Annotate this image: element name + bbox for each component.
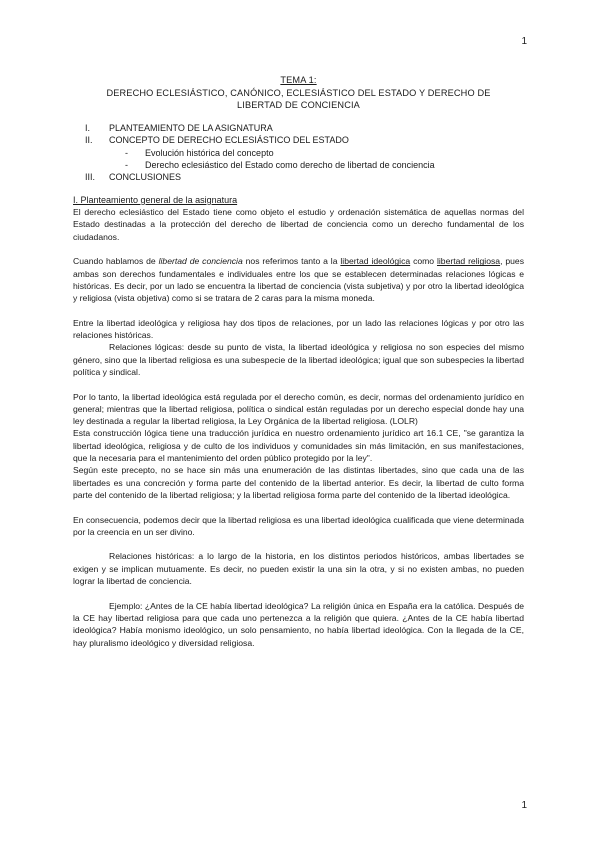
title-line-3: LIBERTAD DE CONCIENCIA	[237, 100, 360, 111]
underlined-term: libertad religiosa	[436, 256, 501, 267]
toc-dash: -	[125, 160, 128, 170]
toc-item	[73, 122, 524, 134]
toc-subitem	[73, 159, 524, 171]
document-title	[73, 74, 524, 112]
paragraph: Ejemplo: ¿Antes de la CE había libertad ideológica? La religión única en España era la católica. Después de la CE hay libertad religiosa para que cada uno pertenezca a la religión que quiera. ¿Antes de la CE había libertad ideológica? Había monismo ideológico, un solo pensamiento, no había libertad ideológica. Con la llegada de la CE, hay pluralismo ideológico y diversidad religiosa.	[73, 600, 524, 648]
page-number-top: 1	[521, 36, 527, 47]
text-run: Cuando hablamos de	[73, 256, 159, 267]
toc-item	[73, 134, 524, 146]
toc-label: CONCEPTO DE DERECHO ECLESIÁSTICO DEL ESTADO	[109, 135, 349, 146]
text-run: como	[410, 256, 437, 267]
toc-label: Evolución histórica del concepto	[145, 147, 274, 158]
text-run: nos referimos tanto a la	[242, 256, 341, 267]
paragraph: En consecuencia, podemos decir que la libertad religiosa es una libertad ideológica cualificada que viene determinada por la creencia en un ser divino.	[73, 514, 524, 537]
paragraph: Esta construcción lógica tiene una traducción jurídica en nuestro ordenamiento jurídico art 16.1 CE, "se garantiza la libertad ideológica, religiosa y de culto de los individuos y comunidades sin más limitación, en sus manifestaciones, que la necesaria para el mantenimiento del orden público protegido por la ley".	[73, 428, 524, 464]
toc-number: II.	[85, 135, 93, 146]
paragraph: Según este precepto, no se hace sin más una enumeración de las distintas libertades, sino que cada una de las libertades es una concreción y forma parte del contenido de la libertad anterior. Es decir, la libertad de culto forma parte del contenido de la libertad religiosa; y la libertad religiosa forma parte del contenido de la libertad ideológica.	[73, 465, 524, 500]
toc-label: Derecho eclesiástico del Estado como derecho de libertad de conciencia	[145, 160, 435, 170]
toc-label: CONCLUSIONES	[109, 172, 182, 183]
document-body	[73, 74, 524, 649]
toc-dash: -	[125, 147, 128, 158]
toc-item	[73, 171, 524, 183]
toc-subitem	[73, 147, 524, 159]
toc-number: III.	[85, 172, 96, 183]
toc-number: I.	[85, 122, 91, 133]
text-run: , pues ambas son derechos fundamentales e individuales entre los que se establecen determinadas relaciones lógicas e históricas. Es decir, por un lado se encuentra la libertad de conciencia (vista subjetiva) y por otro la libertad ideológica y religiosa (vista objetiva) como si se tratara de 2 caras para la misma moneda.	[73, 256, 524, 304]
paragraph: Relaciones lógicas: desde su punto de vista, la libertad ideológica y religiosa no son especies del mismo género, sino que la libertad religiosa es una subespecie de la libertad ideológica; igual que son subespecies la libertad política y sindical.	[73, 342, 524, 377]
paragraph	[73, 255, 524, 304]
title-line-2: DERECHO ECLESIÁSTICO, CANÓNICO, ECLESIÁSTICO DEL ESTADO Y DERECHO DE	[106, 87, 491, 98]
section-heading: I. Planteamiento general de la asignatura	[73, 194, 238, 205]
paragraph: Entre la libertad ideológica y religiosa hay dos tipos de relaciones, por un lado las relaciones lógicas y por otro las relaciones históricas.	[73, 317, 524, 341]
italic-term: libertad de conciencia	[158, 256, 243, 267]
paragraph: Relaciones históricas: a lo largo de la historia, en los distintos periodos históricos, ambas libertades se exigen y se implican mutuamente. Es decir, no pueden existir la una sin la otra, y si no existen ambas, no pueden lograr la libertad de conciencia.	[73, 551, 524, 587]
paragraph: El derecho eclesiástico del Estado tiene como objeto el estudio y ordenación sistemática de aquellas normas del Estado destinadas a la protección del derecho de libertad de conciencia como un derecho fundamental de los ciudadanos.	[73, 207, 524, 242]
toc-label: PLANTEAMIENTO DE LA ASIGNATURA	[109, 122, 273, 133]
table-of-contents	[73, 122, 524, 184]
underlined-term: libertad ideológica	[340, 256, 411, 267]
page-number-bottom: 1	[521, 800, 527, 811]
paragraph: Por lo tanto, la libertad ideológica está regulada por el derecho común, es decir, normas del ordenamiento jurídico en general; mientras que la libertad religiosa, política o sindical están reguladas por un derecho especial donde hay una ley destinada a regular la libertad religiosa, la Ley Orgánica de la libertad religiosa. (LOLR)	[73, 391, 524, 427]
title-line-1: TEMA 1:	[280, 75, 317, 85]
